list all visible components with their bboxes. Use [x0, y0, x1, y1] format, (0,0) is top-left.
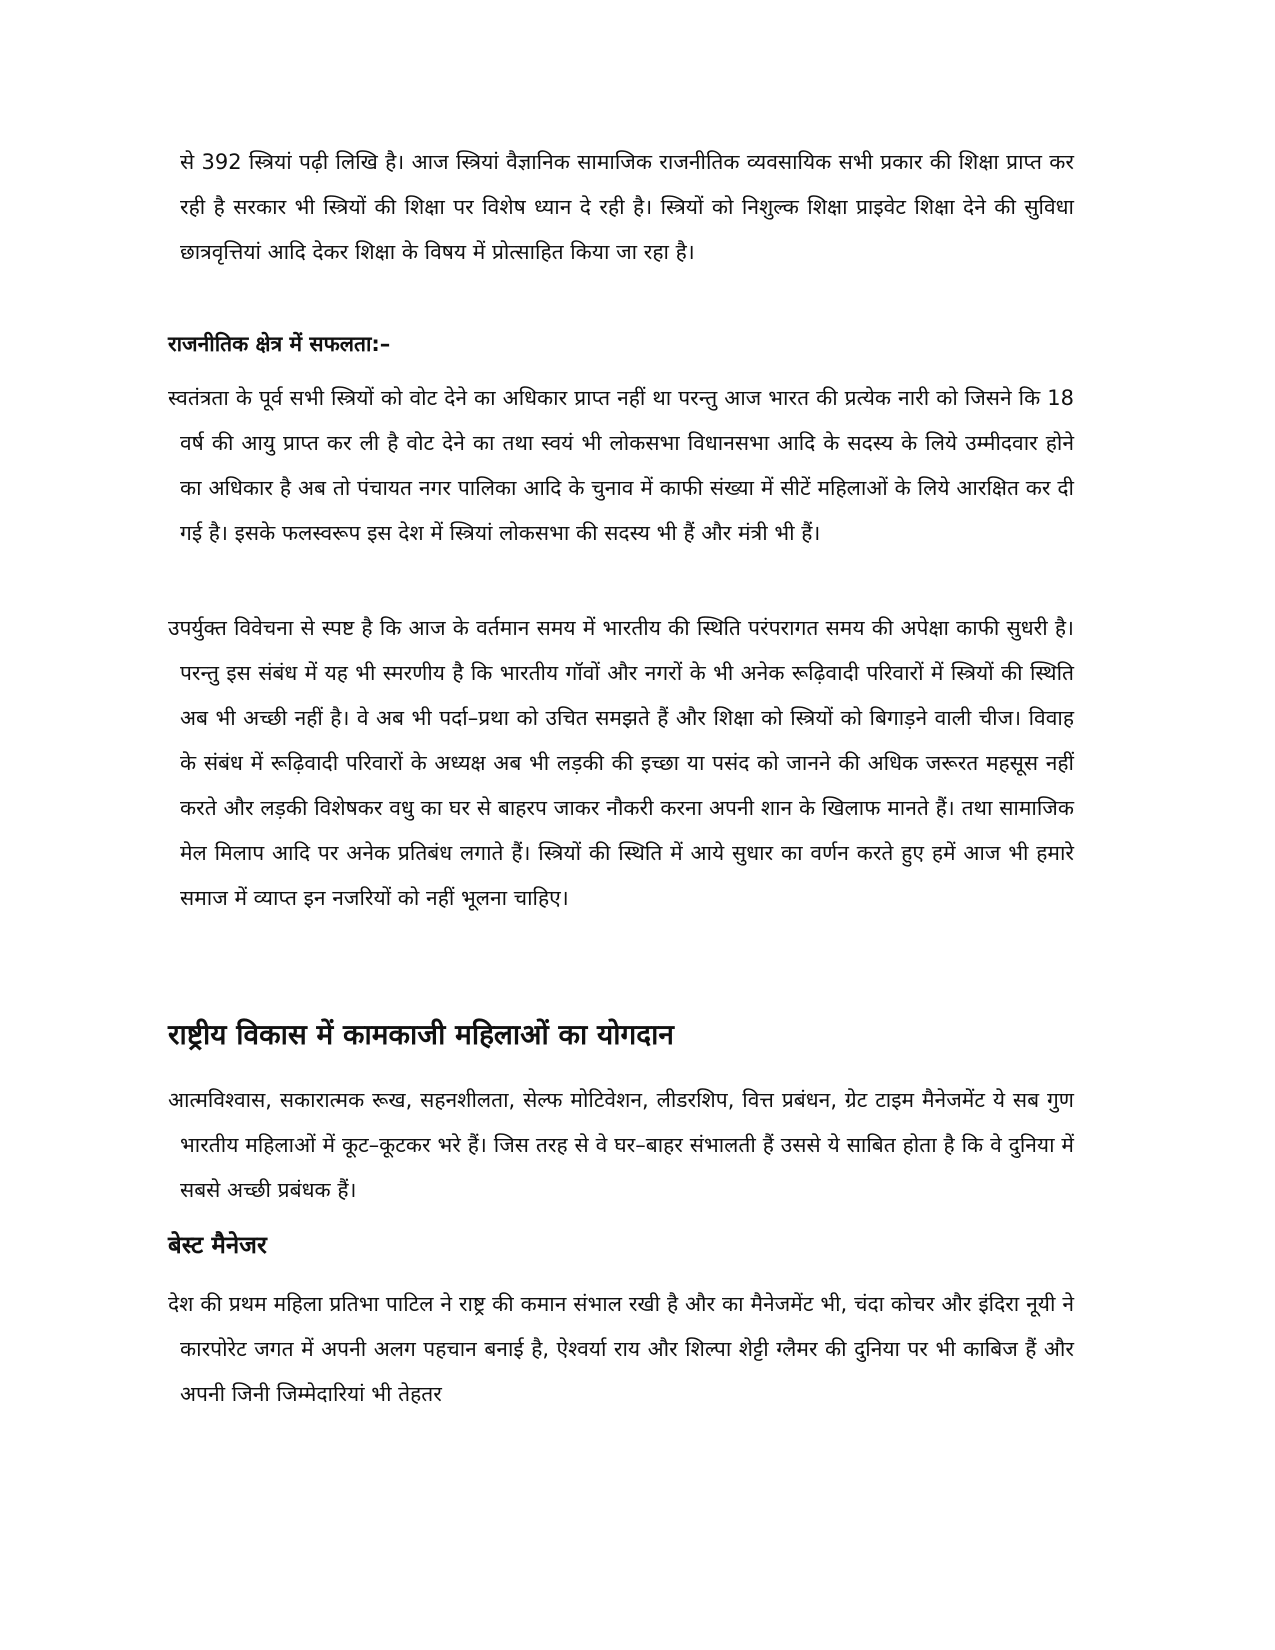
heading-working-women-contribution: राष्ट्रीय विकास में कामकाजी महिलाओं का योगदान [168, 1018, 674, 1051]
heading-best-manager: बेस्ट मैनेजर [168, 1231, 267, 1259]
paragraph-women-education: से 392 स्त्रियां पढ़ी लिखि है। आज स्त्रियां वैज्ञानिक सामाजिक राजनीतिक व्यवसायिक सभी प्रकार की शिक्षा प्राप्त कर रही है सरकार भी स्त्रियों की शिक्षा पर विशेष ध्यान दे रही है। स्त्रियों को निशुल्क शिक्षा प्राइवेट शिक्षा देने की सुविधा छात्रवृत्तियां आदि देकर शिक्षा के विषय में प्रोत्साहित किया जा रहा है। [180, 150, 1074, 264]
heading-political-success: राजनीतिक क्षेत्र में सफलता:– [168, 332, 391, 356]
paragraph-best-manager: देश की प्रथम महिला प्रतिभा पाटिल ने राष्ट्र की कमान संभाल रखी है और का मैनेजमेंट भी, चंदा कोचर और इंदिरा नूयी ने कारपोरेट जगत में अपनी अलग पहचान बनाई है, ऐश्वर्या राय और शिल्पा शेट्टी ग्लैमर की दुनिया पर भी काबिज हैं और अपनी जिनी जिम्मेदारियां भी तेहतर [168, 1292, 1074, 1406]
paragraph-women-qualities: आत्मविश्वास, सकारात्मक रूख, सहनशीलता, सेल्फ मोटिवेशन, लीडरशिप, वित्त प्रबंधन, ग्रेट टाइम मैनेजमेंट ये सब गुण भारतीय महिलाओं में कूट–कूटकर भरे हैं। जिस तरह से वे घर–बाहर संभालती हैं उससे ये साबित होता है कि वे दुनिया में सबसे अच्छी प्रबंधक हैं। [168, 1088, 1074, 1202]
paragraph-voting-rights: स्वतंत्रता के पूर्व सभी स्त्रियों को वोट देने का अधिकार प्राप्त नहीं था परन्तु आज भारत की प्रत्येक नारी को जिसने कि 18 वर्ष की आयु प्राप्त कर ली है वोट देने का तथा स्वयं भी लोकसभा विधानसभा आदि के सदस्य के लिये उम्मीदवार होने का अधिकार है अब तो पंचायत नगर पालिका आदि के चुनाव में काफी संख्या में सीटें महिलाओं के लिये आरक्षित कर दी गई है। इसके फलस्वरूप इस देश में स्त्रियां लोकसभा की सदस्य भी हैं और मंत्री भी हैं। [168, 386, 1074, 545]
paragraph-analysis: उपर्युक्त विवेचना से स्पष्ट है कि आज के वर्तमान समय में भारतीय की स्थिति परंपरागत समय की अपेक्षा काफी सुधरी है। परन्तु इस संबंध में यह भी स्मरणीय है कि भारतीय गॉवों और नगरों के भी अनेक रूढ़िवादी परिवारों में स्त्रियों की स्थिति अब भी अच्छी नहीं है। वे अब भी पर्दा–प्रथा को उचित समझते हैं और शिक्षा को स्त्रियों को बिगाड़ने वाली चीज। विवाह के संबंध में रूढ़िवादी परिवारों के अध्यक्ष अब भी लड़की की इच्छा या पसंद को जानने की अधिक जरूरत महसूस नहीं करते और लड़की विशेषकर वधु का घर से बाहरप जाकर नौकरी करना अपनी शान के खिलाफ मानते हैं। तथा सामाजिक मेल मिलाप आदि पर अनेक प्रतिबंध लगाते हैं। स्त्रियों की स्थिति में आये सुधार का वर्णन करते हुए हमें आज भी हमारे समाज में व्याप्त इन नजरियों को नहीं भूलना चाहिए। [168, 616, 1074, 910]
